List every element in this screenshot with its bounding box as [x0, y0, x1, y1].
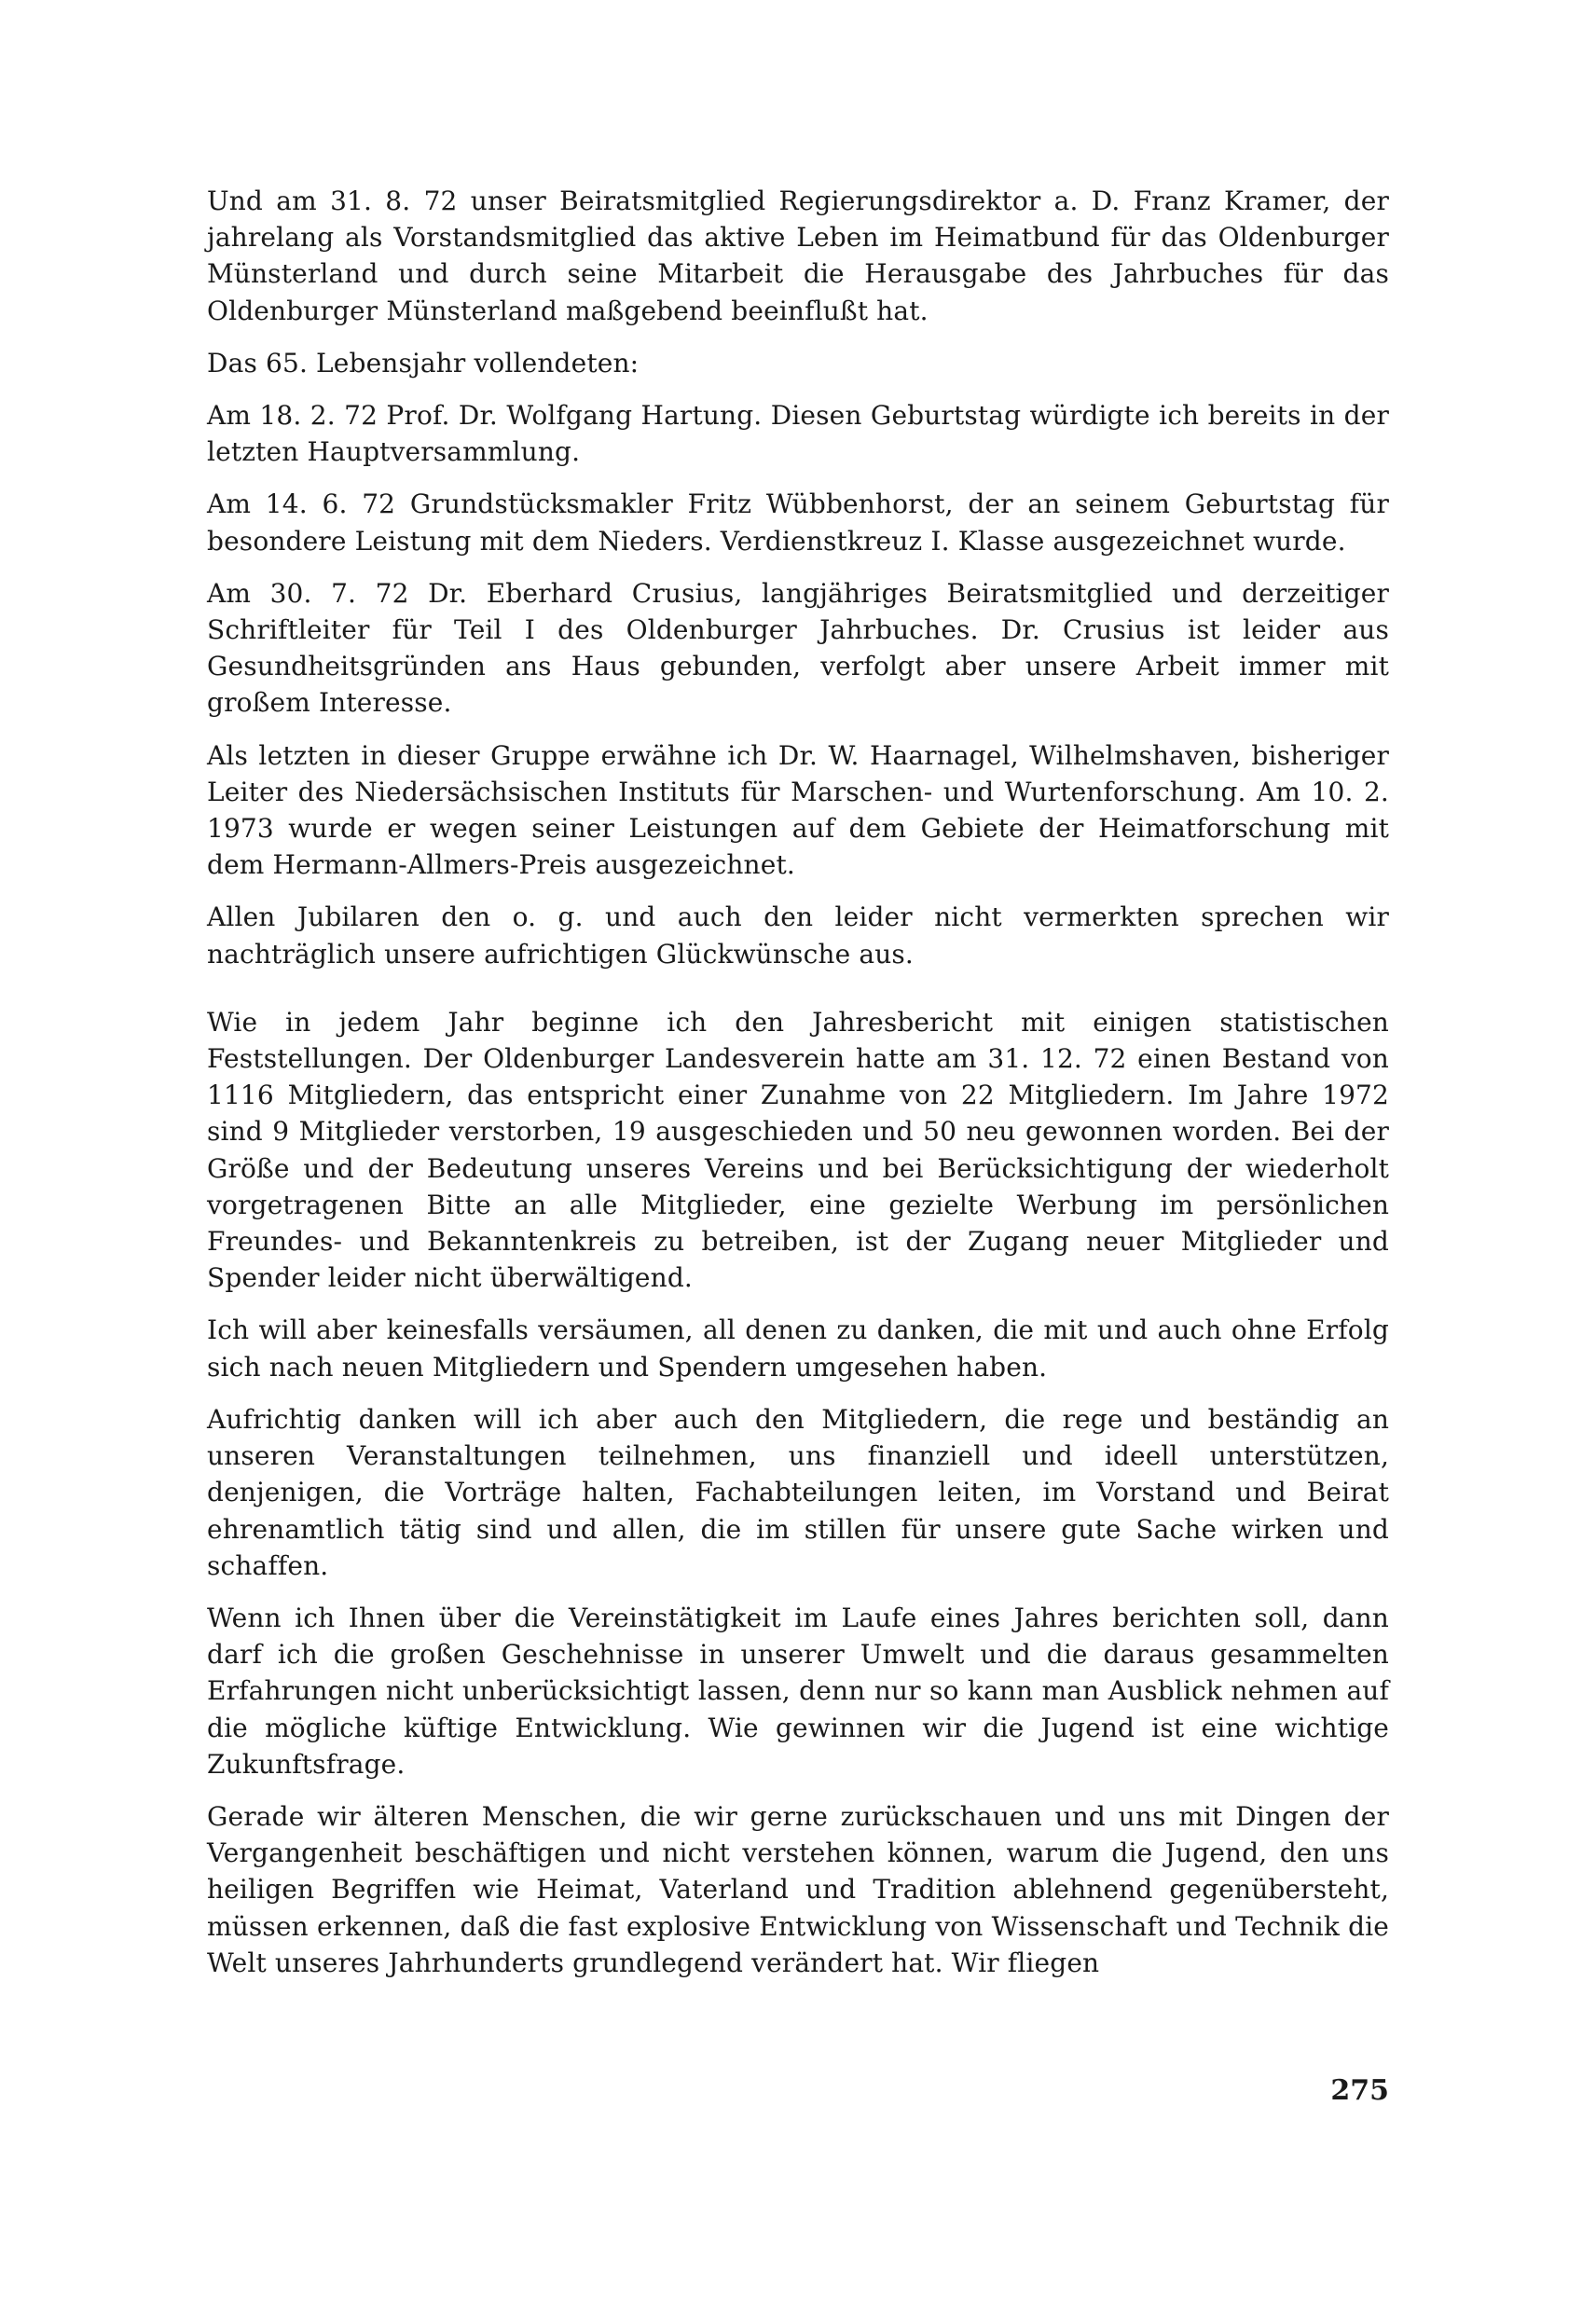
paragraph-statistik: Wie in jedem Jahr beginne ich den Jahresbericht mit einigen statistischen Feststellungen. Der Oldenburger Landesverein hatte am 31. 12. 72 einen Bestand von 1116 Mitgliedern, das entspricht einer Zunahme von 22 Mitgliedern. Im Jahre 1972 sind 9 Mitglieder verstorben, 19 ausgeschieden und 50 neu gewonnen worden. Bei der Größe und der Bedeutung unseres Vereins und bei Berücksichtigung der wiederholt vorgetragenen Bitte an alle Mitglieder, eine gezielte Werbung im persönlichen Freundes- und Bekanntenkreis zu betreiben, ist der Zugang neuer Mitglieder und Spender leider nicht überwältigend.	[207, 1006, 1389, 1294]
paragraph-65-lebensjahr-heading: Das 65. Lebensjahr vollendeten:	[207, 347, 640, 378]
paragraph-hartung: Am 18. 2. 72 Prof. Dr. Wolfgang Hartung. Diesen Geburtstag würdigte ich bereits in der letzten Hauptversammlung.	[207, 400, 1389, 468]
paragraph-kramer: Und am 31. 8. 72 unser Beiratsmitglied Regierungsdirektor a. D. Franz Kramer, der jahrelang als Vorstandsmitglied das aktive Leben im Heimatbund für das Oldenburger Münsterland und durch seine Mitarbeit die Herausgabe des Jahrbuches für das Oldenburger Münsterland maßgebend beeinflußt hat.	[207, 186, 1389, 326]
page-body	[207, 183, 1389, 1997]
paragraph-haarnagel: Als letzten in dieser Gruppe erwähne ich Dr. W. Haarnagel, Wilhelmshaven, bisheriger Leiter des Niedersächsischen Instituts für Marschen- und Wurtenforschung. Am 10. 2. 1973 wurde er wegen seiner Leistungen auf dem Gebiete der Heimatforschung mit dem Hermann-Allmers-Preis ausgezeichnet.	[207, 739, 1389, 881]
paragraph-vereinstaetigkeit: Wenn ich Ihnen über die Vereinstätigkeit im Laufe eines Jahres berichten soll, dann darf ich die großen Geschehnisse in unserer Umwelt und die daraus gesammelten Erfahrungen nicht unberücksichtigt lassen, denn nur so kann man Ausblick nehmen auf die mögliche küftige Entwicklung. Wie gewinnen wir die Jugend ist eine wichtige Zukunftsfrage.	[207, 1602, 1389, 1780]
paragraph-dank-mitglieder: Aufrichtig danken will ich aber auch den Mitgliedern, die rege und beständig an unseren Veranstaltungen teilnehmen, uns finanziell und ideell unterstützen, denjenigen, die Vorträge halten, Fachabteilungen leiten, im Vorstand und Beirat ehrenamtlich tätig sind und allen, die im stillen für unsere gute Sache wirken und schaffen.	[207, 1403, 1389, 1581]
page-number: 275	[1330, 2074, 1389, 2107]
paragraph-dank-werbung: Ich will aber keinesfalls versäumen, all denen zu danken, die mit und auch ohne Erfolg sich nach neuen Mitgliedern und Spendern umgesehen haben.	[207, 1314, 1389, 1383]
paragraph-wuebbenhorst: Am 14. 6. 72 Grundstücksmakler Fritz Wübbenhorst, der an seinem Geburtstag für besondere Leistung mit dem Nieders. Verdienstkreuz I. Klasse ausgezeichnet wurde.	[207, 489, 1389, 557]
paragraph-crusius: Am 30. 7. 72 Dr. Eberhard Crusius, langjähriges Beiratsmitglied und derzeitiger Schriftleiter für Teil I des Oldenburger Jahrbuches. Dr. Crusius ist leider aus Gesundheitsgründen ans Haus gebunden, verfolgt aber unsere Arbeit immer mit großem Interesse.	[207, 577, 1389, 719]
paragraph-aeltere-menschen: Gerade wir älteren Menschen, die wir gerne zurückschauen und uns mit Dingen der Vergangenheit beschäftigen und nicht verstehen können, warum die Jugend, den uns heiligen Begriffen wie Heimat, Vaterland und Tradition ablehnend gegenübersteht, müssen erkennen, daß die fast explosive Entwicklung von Wissenschaft und Technik die Welt unseres Jahrhunderts grundlegend verändert hat. Wir fliegen	[207, 1800, 1389, 1978]
paragraph-jubilare: Allen Jubilaren den o. g. und auch den leider nicht vermerkten sprechen wir nachträglich unsere aufrichtigen Glückwünsche aus.	[207, 901, 1389, 970]
